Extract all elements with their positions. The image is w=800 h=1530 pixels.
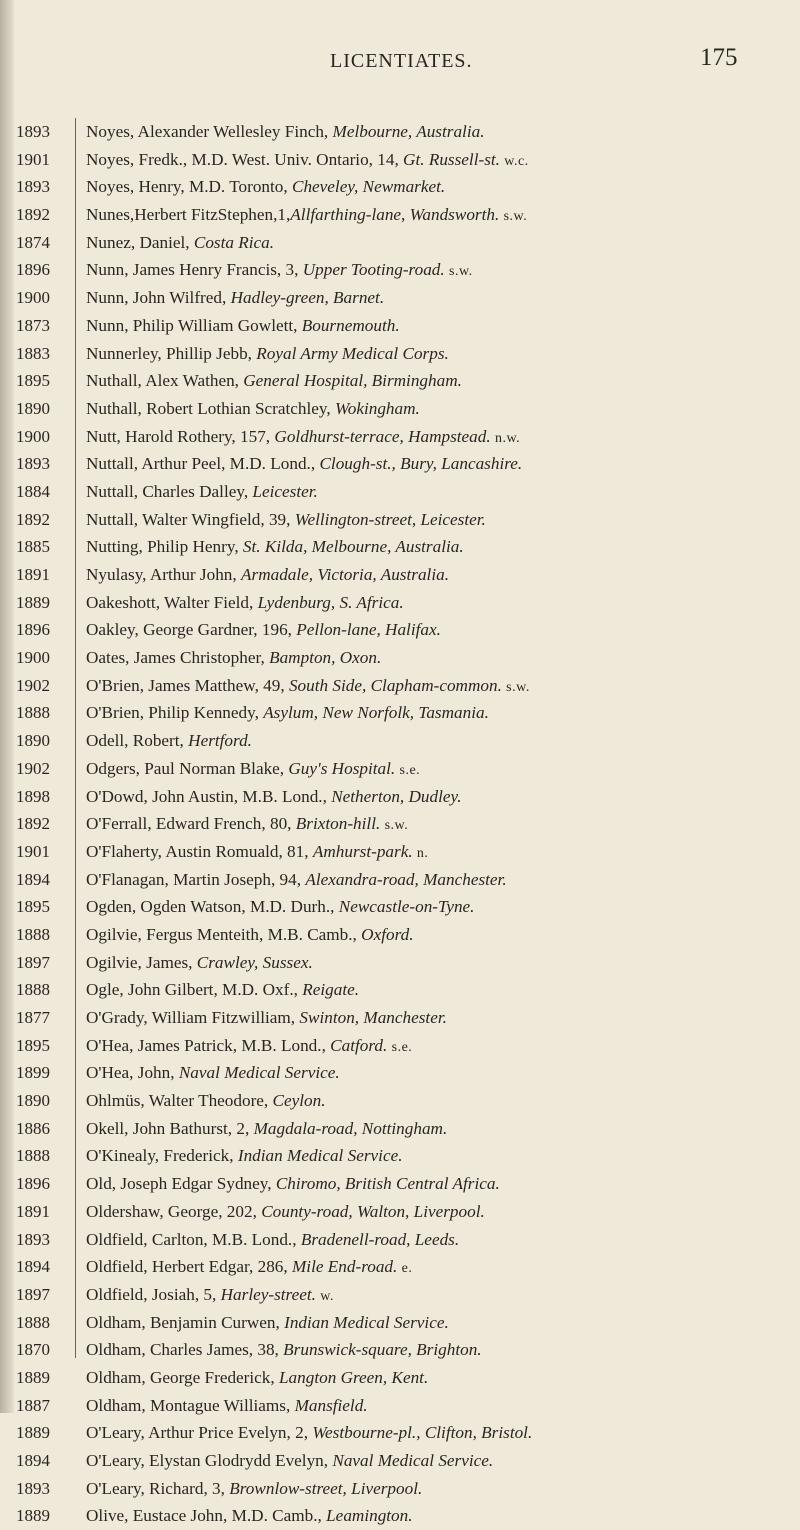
entry-year: 1888 bbox=[16, 924, 50, 944]
entry-address: Catford. bbox=[330, 1035, 388, 1055]
entry-year: 1890 bbox=[16, 1091, 50, 1111]
entry-name: Nunez, Daniel, bbox=[86, 232, 194, 252]
entry-year: 1874 bbox=[16, 232, 50, 252]
list-item bbox=[86, 699, 786, 727]
entry-address: St. Kilda, Melbourne, Australia. bbox=[242, 537, 464, 557]
entry-year: 1900 bbox=[16, 288, 50, 308]
entry-name: Nuttall, Arthur Peel, M.D. Lond., bbox=[86, 454, 320, 474]
entry-name: Nunn, Philip William Gowlett, bbox=[86, 315, 302, 335]
list-item bbox=[86, 478, 786, 506]
entry-year: 1897 bbox=[16, 952, 50, 972]
entry-address: Mile End-road. bbox=[291, 1257, 398, 1277]
entry-address: Upper Tooting-road. bbox=[302, 260, 445, 280]
entry-year: 1894 bbox=[16, 1257, 50, 1277]
entry-address: Bradenell-road, Leeds. bbox=[300, 1229, 460, 1249]
entry-name: O'Flaherty, Austin Romuald, 81, bbox=[86, 841, 313, 861]
entry-year: 1889 bbox=[16, 1506, 50, 1526]
entry-postal-district: n.w. bbox=[494, 430, 521, 446]
entry-year: 1883 bbox=[16, 343, 50, 363]
list-item bbox=[86, 838, 786, 866]
entry-address: Harley-street. bbox=[220, 1284, 316, 1304]
entry-address: Oxford. bbox=[361, 924, 414, 944]
entry-year: 1888 bbox=[16, 1146, 50, 1166]
entry-address: Ceylon. bbox=[272, 1091, 326, 1111]
list-item bbox=[86, 1253, 786, 1281]
list-item bbox=[86, 783, 786, 811]
entry-address: Indian Medical Service. bbox=[284, 1312, 449, 1332]
entry-address: Mansfield. bbox=[294, 1395, 368, 1415]
entry-name: Old, Joseph Edgar Sydney, bbox=[86, 1174, 276, 1194]
entry-address: Leamington. bbox=[326, 1506, 413, 1526]
page-binding-edge bbox=[0, 0, 14, 1413]
entry-year: 1889 bbox=[16, 1367, 50, 1387]
entry-year: 1902 bbox=[16, 675, 50, 695]
entry-year: 1902 bbox=[16, 758, 50, 778]
entry-list bbox=[86, 118, 786, 1530]
entry-year: 1892 bbox=[16, 814, 50, 834]
list-item bbox=[86, 506, 786, 534]
entry-address: Brunswick-square, Brighton. bbox=[283, 1340, 482, 1360]
entry-name: Nyulasy, Arthur John, bbox=[86, 565, 241, 584]
entry-name: Okell, John Bathurst, 2, bbox=[86, 1118, 254, 1138]
entry-name: Oakley, George Gardner, 196, bbox=[86, 620, 297, 640]
entry-year: 1887 bbox=[16, 1395, 50, 1415]
entry-address: Pellon-lane, Halifax. bbox=[296, 620, 441, 640]
list-item bbox=[86, 1170, 786, 1198]
year-column bbox=[16, 118, 72, 1530]
entry-name: Nunn, James Henry Francis, 3, bbox=[86, 260, 303, 280]
list-item bbox=[86, 201, 786, 229]
list-item bbox=[86, 284, 786, 312]
entry-postal-district: s.w. bbox=[384, 818, 409, 834]
entry-address: Costa Rica. bbox=[193, 232, 275, 252]
entry-name: Oldfield, Carlton, M.B. Lond., bbox=[86, 1229, 301, 1249]
entry-name: Nuthall, Alex Wathen, bbox=[86, 371, 244, 391]
list-item bbox=[86, 340, 786, 368]
entry-address: Langton Green, Kent. bbox=[278, 1367, 429, 1387]
entry-year: 1888 bbox=[16, 1312, 50, 1332]
list-item bbox=[86, 949, 786, 977]
entry-name: Oldham, Benjamin Curwen, bbox=[86, 1312, 285, 1332]
list-item bbox=[86, 1087, 786, 1115]
list-item bbox=[86, 672, 786, 700]
entry-address: Hadley-green, Barnet. bbox=[230, 288, 385, 308]
entry-year: 1891 bbox=[16, 565, 50, 584]
entry-address: Leicester. bbox=[252, 481, 318, 501]
list-item bbox=[86, 1475, 786, 1503]
entry-address: Bournemouth. bbox=[301, 315, 400, 335]
entry-year: 1895 bbox=[16, 1035, 50, 1055]
entry-year: 1873 bbox=[16, 315, 50, 335]
list-item bbox=[86, 755, 786, 783]
list-item bbox=[86, 173, 786, 201]
list-item bbox=[86, 533, 786, 561]
list-item bbox=[86, 976, 786, 1004]
entry-year: 1895 bbox=[16, 371, 50, 391]
entry-name: Nutt, Harold Rothery, 157, bbox=[86, 426, 275, 446]
entry-year: 1888 bbox=[16, 703, 50, 723]
list-item bbox=[86, 450, 786, 478]
page-header bbox=[0, 44, 800, 84]
entry-address: Reigate. bbox=[302, 980, 360, 1000]
entry-address: Naval Medical Service. bbox=[332, 1451, 494, 1470]
entry-postal-district: s.w. bbox=[449, 264, 473, 280]
entry-address: Allfarthing-lane, Wandsworth. bbox=[290, 205, 500, 225]
list-item bbox=[86, 1115, 786, 1143]
list-item bbox=[86, 1142, 786, 1170]
entry-year: 1901 bbox=[16, 841, 50, 861]
entry-name: Nunn, John Wilfred, bbox=[86, 288, 231, 308]
entry-name: O'Hea, John, bbox=[86, 1063, 179, 1083]
list-item bbox=[86, 1281, 786, 1309]
entry-year: 1893 bbox=[16, 177, 50, 197]
entry-name: Nuthall, Robert Lothian Scratchley, bbox=[86, 398, 335, 418]
entry-name: O'Leary, Arthur Price Evelyn, 2, bbox=[86, 1423, 313, 1443]
entry-name: O'Brien, James Matthew, 49, bbox=[86, 675, 289, 695]
entry-address: Asylum, New Norfolk, Tasmania. bbox=[263, 703, 489, 723]
entry-name: O'Leary, Elystan Glodrydd Evelyn, bbox=[86, 1451, 333, 1470]
entry-address: South Side, Clapham-common. bbox=[288, 675, 502, 695]
list-item bbox=[86, 1392, 786, 1420]
entry-year: 1889 bbox=[16, 592, 50, 612]
entry-name: Nunnerley, Phillip Jebb, bbox=[86, 343, 257, 363]
entry-address: Armadale, Victoria, Australia. bbox=[241, 565, 449, 584]
list-item bbox=[86, 1309, 786, 1337]
entry-address: Guy's Hospital. bbox=[288, 758, 396, 778]
entry-address: County-road, Walton, Liverpool. bbox=[261, 1201, 485, 1221]
entry-address: Bampton, Oxon. bbox=[269, 648, 382, 668]
entry-year: 1900 bbox=[16, 648, 50, 668]
entry-year: 1894 bbox=[16, 1451, 50, 1470]
entry-name: Nuttall, Charles Dalley, bbox=[86, 481, 253, 501]
entry-name: Nutting, Philip Henry, bbox=[86, 537, 243, 557]
entry-year: 1893 bbox=[16, 1229, 50, 1249]
entry-name: Oakeshott, Walter Field, bbox=[86, 592, 258, 612]
entry-address: Clough-st., Bury, Lancashire. bbox=[319, 454, 523, 474]
entry-address: Newcastle-on-Tyne. bbox=[338, 897, 475, 917]
entry-address: Wellington-street, Leicester. bbox=[294, 509, 486, 529]
entry-name: Noyes, Fredk., M.D. West. Univ. Ontario, 14, bbox=[86, 149, 404, 169]
entry-year: 1877 bbox=[16, 1008, 50, 1027]
list-item bbox=[86, 229, 786, 257]
entry-name: Ogilvie, James, bbox=[86, 952, 197, 972]
entry-name: O'Leary, Richard, 3, bbox=[86, 1478, 230, 1498]
entry-name: Ogilvie, Fergus Menteith, M.B. Camb., bbox=[86, 924, 362, 944]
entry-address: Amhurst-park. bbox=[312, 841, 413, 861]
list-item bbox=[86, 1502, 786, 1530]
entry-address: Westbourne-pl., Clifton, Bristol. bbox=[312, 1423, 533, 1443]
entry-year: 1892 bbox=[16, 509, 50, 529]
list-item bbox=[86, 561, 786, 589]
list-item bbox=[86, 395, 786, 423]
entry-name: Noyes, Alexander Wellesley Finch, bbox=[86, 122, 333, 141]
entry-year: 1893 bbox=[16, 122, 50, 141]
list-item bbox=[86, 589, 786, 617]
entry-year: 1888 bbox=[16, 980, 50, 1000]
entry-address: Magdala-road, Nottingham. bbox=[253, 1118, 448, 1138]
entry-address: Goldhurst-terrace, Hampstead. bbox=[274, 426, 491, 446]
entry-name: Oldham, George Frederick, bbox=[86, 1367, 279, 1387]
entry-name: O'Kinealy, Frederick, bbox=[86, 1146, 238, 1166]
entry-year: 1890 bbox=[16, 731, 50, 751]
list-item bbox=[86, 893, 786, 921]
list-item bbox=[86, 616, 786, 644]
entry-postal-district: e. bbox=[401, 1261, 413, 1277]
entry-year: 1890 bbox=[16, 398, 50, 418]
entry-address: Cheveley, Newmarket. bbox=[291, 177, 446, 197]
entry-year: 1896 bbox=[16, 260, 50, 280]
entry-year: 1893 bbox=[16, 454, 50, 474]
entry-year: 1894 bbox=[16, 869, 50, 889]
list-item bbox=[86, 1032, 786, 1060]
entry-address: Alexandra-road, Manchester. bbox=[305, 869, 507, 889]
entry-name: O'Grady, William Fitzwilliam, bbox=[86, 1008, 300, 1027]
list-item bbox=[86, 146, 786, 174]
entry-postal-district: n. bbox=[416, 845, 429, 861]
entry-name: Odgers, Paul Norman Blake, bbox=[86, 758, 289, 778]
entry-name: Oldham, Montague Williams, bbox=[86, 1395, 295, 1415]
list-item bbox=[86, 921, 786, 949]
entry-year: 1889 bbox=[16, 1423, 50, 1443]
entry-address: Chiromo, British Central Africa. bbox=[275, 1174, 500, 1194]
entry-address: Netherton, Dudley. bbox=[331, 786, 462, 806]
entry-year: 1886 bbox=[16, 1118, 50, 1138]
list-item bbox=[86, 312, 786, 340]
entry-name: O'Brien, Philip Kennedy, bbox=[86, 703, 264, 723]
entry-year: 1885 bbox=[16, 537, 50, 557]
entry-address: Crawley, Sussex. bbox=[196, 952, 313, 972]
entry-address: General Hospital, Birmingham. bbox=[243, 371, 462, 391]
list-item bbox=[86, 1226, 786, 1254]
entry-year: 1901 bbox=[16, 149, 50, 169]
entry-name: Nuttall, Walter Wingfield, 39, bbox=[86, 509, 295, 529]
entry-postal-district: s.e. bbox=[391, 1039, 413, 1055]
entry-name: Odell, Robert, bbox=[86, 731, 189, 751]
entry-year: 1896 bbox=[16, 1174, 50, 1194]
entry-name: Olive, Eustace John, M.D. Camb., bbox=[86, 1506, 327, 1526]
list-item bbox=[86, 1419, 786, 1447]
entry-address: Swinton, Manchester. bbox=[299, 1008, 447, 1027]
entry-name: Ohlmüs, Walter Theodore, bbox=[86, 1091, 273, 1111]
entry-postal-district: s.w. bbox=[503, 209, 528, 225]
entry-name: O'Ferrall, Edward French, 80, bbox=[86, 814, 296, 834]
list-item bbox=[86, 1004, 786, 1032]
entry-year: 1884 bbox=[16, 481, 50, 501]
entry-year: 1892 bbox=[16, 205, 50, 225]
list-item bbox=[86, 1059, 786, 1087]
entry-postal-district: w.c. bbox=[504, 153, 529, 169]
entry-address: Lydenburg, S. Africa. bbox=[257, 592, 404, 612]
list-item bbox=[86, 1447, 786, 1475]
list-item bbox=[86, 367, 786, 395]
entry-name: Oldershaw, George, 202, bbox=[86, 1201, 262, 1221]
entry-address: Gt. Russell-st. bbox=[403, 149, 500, 169]
entry-year: 1896 bbox=[16, 620, 50, 640]
list-item bbox=[86, 644, 786, 672]
entry-name: Oldfield, Josiah, 5, bbox=[86, 1284, 221, 1304]
entry-year: 1900 bbox=[16, 426, 50, 446]
list-item bbox=[86, 1364, 786, 1392]
entry-postal-district: w. bbox=[320, 1288, 334, 1304]
list-item bbox=[86, 256, 786, 284]
list-item bbox=[86, 810, 786, 838]
entry-address: Wokingham. bbox=[335, 398, 420, 418]
list-item bbox=[86, 866, 786, 894]
entry-year: 1870 bbox=[16, 1340, 50, 1360]
entry-year: 1898 bbox=[16, 786, 50, 806]
entry-address: Naval Medical Service. bbox=[178, 1063, 340, 1083]
entry-postal-district: s.e. bbox=[399, 762, 421, 778]
list-item bbox=[86, 118, 786, 146]
entry-name: O'Flanagan, Martin Joseph, 94, bbox=[86, 869, 306, 889]
entry-address: Brixton-hill. bbox=[295, 814, 381, 834]
running-head: LICENTIATES. bbox=[330, 50, 473, 72]
entry-postal-district: s.w. bbox=[506, 679, 530, 695]
entry-name: Nunes,Herbert FitzStephen,1, bbox=[86, 205, 291, 225]
list-item bbox=[86, 1198, 786, 1226]
list-item bbox=[86, 727, 786, 755]
entry-name: Ogle, John Gilbert, M.D. Oxf., bbox=[86, 980, 303, 1000]
entry-year: 1897 bbox=[16, 1284, 50, 1304]
entry-address: Indian Medical Service. bbox=[237, 1146, 403, 1166]
entry-address: Royal Army Medical Corps. bbox=[256, 343, 449, 363]
entry-name: Oates, James Christopher, bbox=[86, 648, 270, 668]
page-number: 175 bbox=[700, 44, 738, 71]
entry-address: Brownlow-street, Liverpool. bbox=[229, 1478, 423, 1498]
entry-year: 1895 bbox=[16, 897, 50, 917]
list-item bbox=[86, 423, 786, 451]
entry-name: Ogden, Ogden Watson, M.D. Durh., bbox=[86, 897, 339, 917]
entry-address: Hertford. bbox=[188, 731, 252, 751]
entry-name: Noyes, Henry, M.D. Toronto, bbox=[86, 177, 292, 197]
entry-year: 1899 bbox=[16, 1063, 50, 1083]
entry-name: O'Dowd, John Austin, M.B. Lond., bbox=[86, 786, 332, 806]
list-item bbox=[86, 1336, 786, 1364]
entry-name: O'Hea, James Patrick, M.B. Lond., bbox=[86, 1035, 331, 1055]
entry-address: Melbourne, Australia. bbox=[332, 122, 485, 141]
entry-name: Oldham, Charles James, 38, bbox=[86, 1340, 284, 1360]
year-column-rule bbox=[75, 118, 76, 1358]
entry-year: 1891 bbox=[16, 1201, 50, 1221]
entry-name: Oldfield, Herbert Edgar, 286, bbox=[86, 1257, 292, 1277]
entry-year: 1893 bbox=[16, 1478, 50, 1498]
